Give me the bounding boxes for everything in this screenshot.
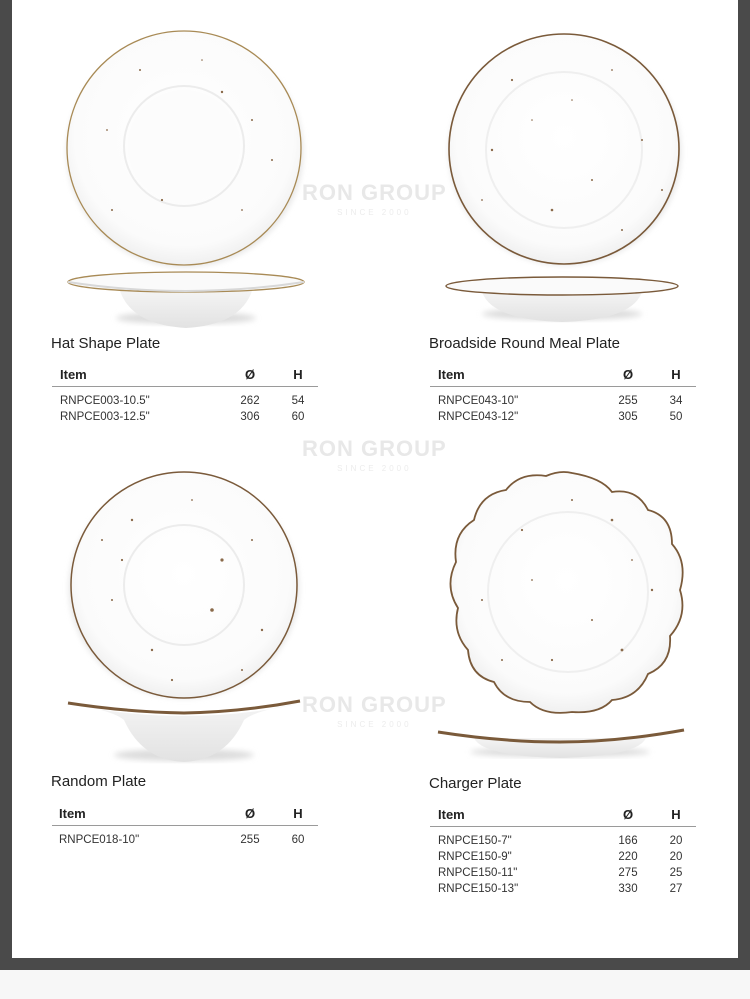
item-code: RNPCE003-10.5" [60, 395, 150, 407]
diameter-value: 275 [618, 867, 638, 879]
column-header-diameter: Ø [222, 806, 278, 826]
column-header-diameter: Ø [600, 807, 656, 827]
table-row [430, 387, 696, 410]
item-code: RNPCE003-12.5" [60, 411, 150, 423]
table-header-row [430, 807, 696, 827]
hat-shape-plate-side-image [68, 272, 304, 328]
product-title-charger-plate: Charger Plate [429, 775, 522, 792]
spec-table-hat-shape-plate [52, 367, 318, 425]
column-header-diameter: Ø [222, 367, 278, 387]
column-header-diameter: Ø [600, 367, 656, 387]
diameter-value: 220 [618, 851, 638, 863]
spec-table-broadside-plate [430, 367, 696, 425]
diameter-value: 306 [240, 411, 260, 423]
column-header-item: Item [52, 367, 222, 387]
page-bottom-frame [0, 958, 750, 999]
spec-table-random-plate [52, 806, 318, 848]
table-header-row [430, 367, 696, 387]
column-header-item: Item [430, 367, 600, 387]
table-header-row [52, 806, 318, 826]
item-code: RNPCE043-12" [438, 411, 519, 423]
next-page-edge [0, 970, 750, 999]
watermark: RON GROUP SINCE 2000 [302, 180, 447, 217]
column-header-height: H [656, 367, 696, 387]
table-row [52, 826, 318, 849]
table-row [52, 387, 318, 410]
height-value: 54 [291, 395, 305, 407]
table-row [430, 881, 696, 897]
item-code: RNPCE043-10" [438, 395, 519, 407]
product-title-random-plate: Random Plate [51, 773, 147, 790]
height-value: 60 [291, 411, 305, 423]
diameter-value: 255 [618, 395, 638, 407]
column-header-height: H [278, 806, 318, 826]
charger-plate-side-image [438, 730, 684, 758]
height-value: 34 [669, 395, 683, 407]
column-header-height: H [656, 807, 696, 827]
table-row [52, 409, 318, 425]
height-value: 25 [669, 867, 683, 879]
item-code: RNPCE150-13" [438, 883, 519, 895]
column-header-item: Item [52, 806, 222, 826]
column-header-height: H [278, 367, 318, 387]
table-row [430, 409, 696, 425]
watermark: RON GROUP SINCE 2000 [302, 436, 447, 473]
charger-plate-top-image [450, 472, 682, 713]
height-value: 50 [669, 411, 683, 423]
diameter-value: 255 [240, 834, 260, 846]
hat-shape-plate-top-image [67, 31, 303, 267]
product-title-broadside-plate: Broadside Round Meal Plate [429, 335, 620, 352]
random-plate-top-image [69, 472, 299, 698]
random-plate-side-image [68, 701, 300, 762]
diameter-value: 262 [240, 395, 260, 407]
table-header-row [52, 367, 318, 387]
watermark: RON GROUP SINCE 2000 [302, 692, 447, 729]
item-code: RNPCE150-11" [438, 867, 518, 879]
diameter-value: 166 [618, 835, 638, 847]
column-header-item: Item [430, 807, 600, 827]
table-row [430, 849, 696, 865]
height-value: 20 [669, 851, 683, 863]
diameter-value: 330 [618, 883, 638, 895]
item-code: RNPCE150-7" [438, 835, 512, 847]
catalog-page [12, 0, 738, 958]
product-title-hat-shape-plate: Hat Shape Plate [51, 335, 161, 352]
height-value: 27 [669, 883, 683, 895]
spec-table-charger-plate [430, 807, 696, 897]
item-code: RNPCE150-9" [438, 851, 512, 863]
height-value: 20 [669, 835, 683, 847]
diameter-value: 305 [618, 411, 638, 423]
broadside-plate-side-image [446, 277, 678, 322]
broadside-plate-top-image [449, 34, 681, 265]
item-code: RNPCE018-10" [59, 834, 140, 846]
height-value: 60 [291, 834, 305, 846]
table-row [430, 865, 696, 881]
table-row [430, 827, 696, 850]
